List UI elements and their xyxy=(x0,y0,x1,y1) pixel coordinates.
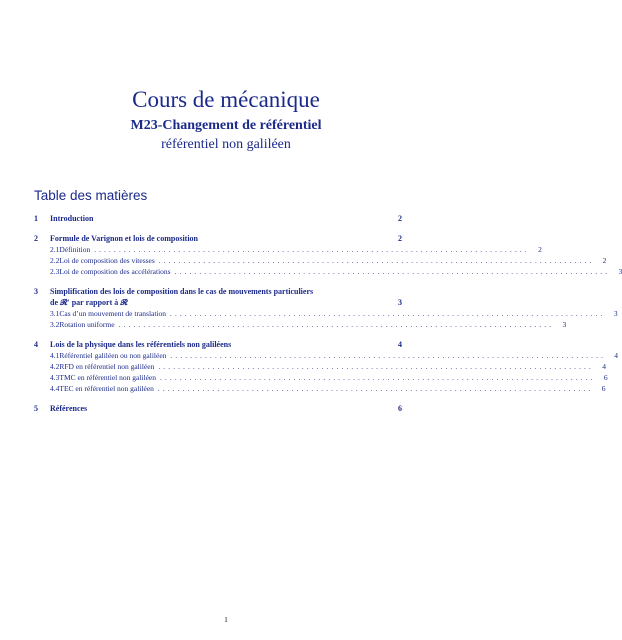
toc-number: 4 xyxy=(34,340,38,349)
toc-leader-dots: ........................................................................................ xyxy=(170,310,606,318)
toc-entry-section-3-continued[interactable] xyxy=(34,297,402,308)
toc-label: Lois de la physique dans les référentiels non galiléens xyxy=(50,340,232,349)
toc-page: 4 xyxy=(602,362,606,371)
toc-entry-section-1[interactable] xyxy=(34,213,402,224)
toc-label: Formule de Varignon et lois de composition xyxy=(50,234,199,243)
toc-number: 2.2 xyxy=(50,256,60,265)
toc-page: 6 xyxy=(398,404,402,413)
document-subtitle-line2: référentiel non galiléen xyxy=(161,137,291,152)
toc-label: Rotation uniforme xyxy=(59,320,115,329)
toc-number: 4.4 xyxy=(50,384,60,393)
toc-page: 3 xyxy=(618,267,622,276)
toc-number: 2.3 xyxy=(50,267,60,276)
toc-page: 6 xyxy=(603,373,608,382)
toc-number: 2 xyxy=(34,234,38,243)
toc-number: 5 xyxy=(34,404,38,413)
document-title: Cours de mécanique xyxy=(132,87,320,112)
toc-leader-dots: ........................................................................................ xyxy=(118,321,555,329)
toc-leader-dots: ........................................................................................ xyxy=(174,268,611,276)
toc-page: 2 xyxy=(398,234,402,243)
toc-number: 3 xyxy=(34,287,38,296)
toc-page: 2 xyxy=(398,214,402,223)
toc-label: TMC en référentiel non galiléen xyxy=(59,373,157,382)
toc-label-continued: de 𝓡′ par rapport à 𝓡 xyxy=(50,298,128,307)
page-number: 1 xyxy=(224,615,228,624)
toc-entry-section-3[interactable] xyxy=(34,286,402,297)
toc-leader-dots: ........................................................................................ xyxy=(157,385,594,393)
toc-entry-section-3-2[interactable] xyxy=(34,319,567,331)
toc-leader-dots: ........................................................................................ xyxy=(158,257,595,265)
toc-page: 3 xyxy=(562,320,567,329)
toc-entry-section-4[interactable] xyxy=(34,339,402,350)
toc-page: 3 xyxy=(613,309,618,318)
toc-number: 2.1 xyxy=(50,245,60,254)
toc-leader-dots: ........................................................................................ xyxy=(94,246,530,254)
toc-entry-section-2-3[interactable] xyxy=(34,266,622,278)
toc-heading: Table des matières xyxy=(34,188,148,203)
toc-entry-section-5[interactable] xyxy=(34,403,402,414)
toc-label: Définition xyxy=(59,245,91,254)
toc-number: 4.1 xyxy=(50,351,60,360)
toc-label: RFD en référentiel non galiléen xyxy=(59,362,155,371)
toc-number: 4.3 xyxy=(50,373,60,382)
toc-label: TEC en référentiel non galiléen xyxy=(59,384,154,393)
toc-number: 3.2 xyxy=(50,320,60,329)
toc-page: 4 xyxy=(614,351,619,360)
toc-label: Référentiel galiléen ou non galiléen xyxy=(59,351,167,360)
toc-leader-dots: ........................................................................................ xyxy=(158,363,594,371)
toc-number: 4.2 xyxy=(50,362,60,371)
toc-page: 2 xyxy=(538,245,542,254)
toc-number: 1 xyxy=(34,214,38,223)
toc-label: Simplification des lois de composition dans le cas de mouvements particuliers xyxy=(50,287,314,296)
toc-label: Loi de composition des accélérations xyxy=(59,267,171,276)
toc-number: 3.1 xyxy=(50,309,60,318)
toc-label: Loi de composition des vitesses xyxy=(59,256,155,265)
toc-page: 4 xyxy=(398,340,402,349)
toc-page: 6 xyxy=(601,384,606,393)
toc-page: 3 xyxy=(398,298,402,307)
toc-entry-section-2[interactable] xyxy=(34,233,402,244)
toc-leader-dots: ........................................................................................ xyxy=(170,352,607,360)
toc-entry-section-4-4[interactable] xyxy=(34,383,606,395)
toc-label: Références xyxy=(50,404,88,413)
toc-label: Introduction xyxy=(50,214,94,223)
toc-label: Cas d’un mouvement de translation xyxy=(59,309,167,318)
toc-page: 2 xyxy=(602,256,607,265)
document-subtitle-line1: M23-Changement de référentiel xyxy=(130,118,322,133)
toc-leader-dots: ........................................................................................ xyxy=(160,374,596,382)
